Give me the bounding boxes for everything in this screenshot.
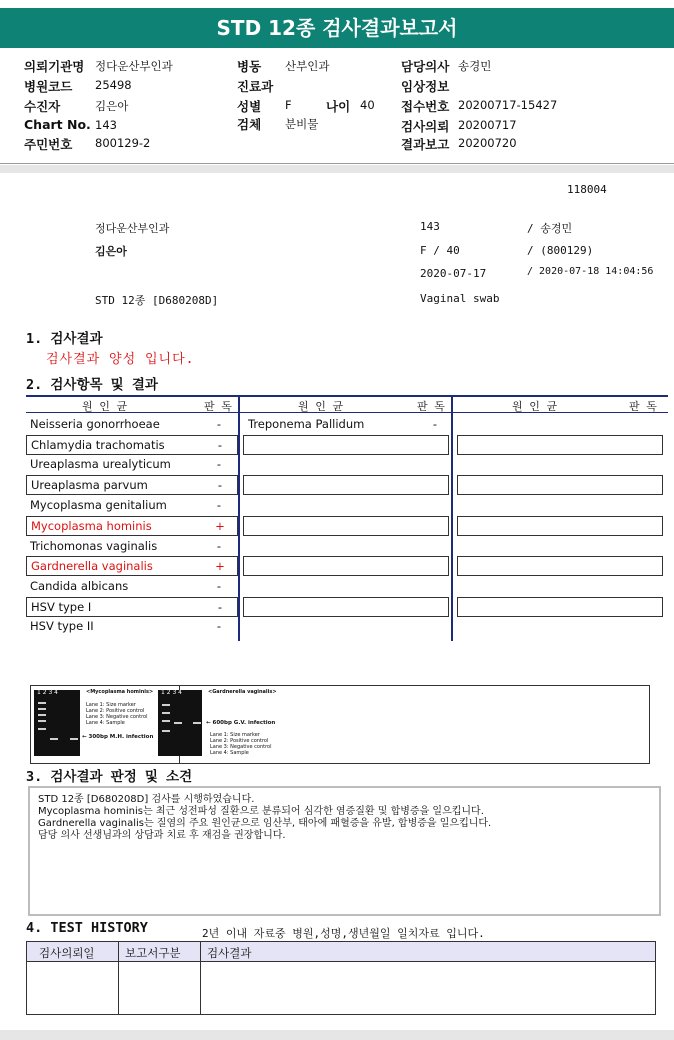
gel-band [38,714,46,716]
empty-cell [457,597,663,617]
organism-name: Mycoplasma genitalium [30,498,167,512]
gel-band [38,702,46,704]
empty-cell [457,435,663,455]
empty-cell [457,475,663,495]
resident-no-label: 주민번호 [24,137,73,152]
findings-line: 담당 의사 선생님과의 상담과 치료 후 재검을 권장합니다. [38,830,286,841]
organism-row [26,537,238,557]
organism-judgement: + [215,559,225,573]
organism-judgement: - [217,600,223,614]
gel-legend-line: Lane 3: Negative control [86,714,148,720]
organism-judgement: - [216,619,222,633]
doctor-label: 담당의사 [401,59,450,74]
organism-judgement: - [216,539,222,553]
organism-judgement: + [215,519,225,533]
section4-title: 4. TEST HISTORY [26,920,148,936]
request-date-value: 20200717 [458,118,517,132]
organism-judgement: - [217,438,223,452]
organism-row [26,496,238,516]
col1-judge-header: 판 독 [204,400,232,413]
gel-legend-line: Lane 1: Size marker [86,702,136,708]
gel-image-gv [158,690,202,756]
gel-legend-line: Lane 4: Sample [86,720,125,726]
findings-box [28,786,661,916]
gel-legend-line: Lane 3: Negative control [210,744,272,750]
organism-name: Neisseria gonorrhoeae [30,417,160,431]
gel-image-mh [34,690,80,756]
column-divider [451,395,453,641]
gel-legend-line: Lane 4: Sample [210,750,249,756]
organism-row [26,617,238,637]
request-date-label: 검사의뢰 [401,119,450,134]
gel-band [38,708,46,710]
info-report-time: / 2020-07-18 14:04:56 [527,266,654,277]
gel-band [38,728,46,730]
organism-row [26,415,238,435]
organism-name: Ureaplasma urealyticum [30,457,171,471]
organism-judgement: - [432,417,438,431]
organism-row [26,435,238,455]
gel-band [162,720,170,722]
chart-no-value: 143 [95,118,117,132]
results-table-header [26,395,668,413]
ward-value: 산부인과 [285,59,330,73]
col3-organism-header: 원 인 균 [512,400,558,413]
col1-organism-header: 원 인 균 [82,400,128,413]
empty-cell [243,475,449,495]
gel-band [70,738,78,740]
gel-band [193,722,201,724]
organism-judgement: - [216,498,222,512]
institution-value: 정다운산부인과 [95,59,173,73]
info-clinic: 정다운산부인과 [95,222,170,235]
history-column-divider [200,942,201,1014]
info-code: 118004 [567,183,607,196]
report-header [0,52,674,164]
gel-arrow-mh: ← 300bp M.H. infection [82,734,154,740]
history-note: 2년 이내 자료중 병원,성명,생년월일 일치자료 입니다. [202,927,485,940]
patient-label: 수진자 [24,99,61,114]
col2-judge-header: 판 독 [417,400,445,413]
gel-lane-numbers: 1 2 3 4 [161,689,182,696]
organism-name: Ureaplasma parvum [31,478,148,492]
specimen-label: 검체 [237,117,262,132]
info-chart: 143 [420,220,440,233]
empty-cell [243,556,449,576]
findings-line: Mycoplasma hominis는 최근 성전파성 질환으로 분류되어 심각한 염증질환 및 합병증을 일으킵니다. [38,806,484,817]
gel-legend-line: Lane 2: Positive control [210,738,269,744]
history-col-type: 보고서구분 [125,946,181,960]
report-date-value: 20200720 [458,136,517,150]
gel-band [162,730,170,732]
organism-judgement: - [216,457,222,471]
results-table [26,395,668,641]
chart-no-label: Chart No. [24,117,91,132]
info-test-name: STD 12종 [D680208D] [95,294,219,307]
patient-value: 김은아 [95,99,129,113]
history-table [26,941,656,1015]
info-sex-age: F / 40 [420,244,460,257]
gel-arrow-mh-label: 300bp M.H. infection [88,734,154,740]
gel-title-gv: <Gardnerella vaginalis> [208,689,277,695]
age-label: 나이 [326,99,351,114]
section1-title: 1. 검사결과 [26,331,103,347]
gel-legend-line: Lane 2: Positive control [86,708,145,714]
col3-judge-header: 판 독 [629,400,657,413]
gel-arrow-gv-label: 600bp G.V. infection [212,720,276,726]
empty-cell [243,597,449,617]
dept-label: 진료과 [237,79,274,94]
clinical-label: 임상정보 [401,79,450,94]
gel-lane-numbers: 1 2 3 4 [37,689,58,696]
specimen-value: 분비물 [285,117,319,131]
history-table-header [27,942,655,962]
info-birth: / (800129) [527,244,594,257]
organism-name: Candida albicans [30,579,129,593]
organism-row [26,577,238,597]
organism-name: HSV type I [31,600,92,614]
organism-judgement: - [216,417,222,431]
organism-name: Chlamydia trachomatis [31,438,165,452]
info-specimen: Vaginal swab [420,292,500,305]
organism-name: HSV type II [30,619,94,633]
hospital-code-value: 25498 [95,78,132,92]
organism-row [244,415,449,435]
gel-electrophoresis-panel [30,685,650,763]
gel-title-mh: <Mycoplasma hominis> [86,689,154,695]
gel-band [162,704,170,706]
organism-row [26,455,238,475]
institution-label: 의뢰기관명 [24,59,85,74]
ward-label: 병동 [237,59,262,74]
organism-name: Trichomonas vaginalis [30,539,158,553]
history-col-result: 검사결과 [207,946,252,960]
sex-label: 성별 [237,99,262,114]
organism-name: Mycoplasma hominis [31,519,152,533]
info-patient: 김은아 [95,245,127,258]
age-value: 40 [360,98,375,112]
organism-name: Gardnerella vaginalis [31,559,153,573]
organism-row [26,475,238,495]
gel-band [50,738,58,740]
col2-organism-header: 원 인 균 [298,400,344,413]
resident-no-value: 800129-2 [95,136,151,150]
report-date-label: 결과보고 [401,137,450,152]
section2-title: 2. 검사항목 및 결과 [26,377,158,393]
gel-legend-line: Lane 1: Size marker [210,732,260,738]
gel-arrow-gv: ← 600bp G.V. infection [206,720,276,726]
history-column-divider [118,942,119,1014]
result-message: 검사결과 양성 입니다. [46,352,195,367]
organism-judgement: - [216,579,222,593]
findings-line: Gardnerella vaginalis는 질염의 주요 원인균으로 임산부, 태아에 패혈증을 유발, 합병증을 일으킵니다. [38,818,492,829]
organism-judgement: - [217,478,223,492]
gel-band [162,712,170,714]
findings-line: STD 12종 [D680208D] 검사를 시행하였습니다. [38,794,255,805]
column-divider [238,395,240,641]
gel-band [174,722,182,724]
section3-title: 3. 검사결과 판정 및 소견 [26,769,193,785]
empty-cell [243,435,449,455]
empty-cell [457,516,663,536]
report-title: STD 12종 검사결과보고서 [0,8,674,48]
receipt-no-label: 접수번호 [401,99,450,114]
doctor-value: 송경민 [458,59,492,73]
empty-cell [243,516,449,536]
organism-name: Treponema Pallidum [248,417,365,431]
organism-row-positive [26,556,238,576]
sex-value: F [285,98,292,112]
organism-row [26,597,238,617]
history-col-date: 검사의뢰일 [39,946,95,960]
info-doctor: / 송경민 [527,222,573,235]
organism-row-positive [26,516,238,536]
receipt-no-value: 20200717-15427 [458,98,558,112]
header-separator [0,165,674,173]
empty-cell [457,556,663,576]
gel-band [38,720,46,722]
info-collect-date: 2020-07-17 [420,267,487,280]
hospital-code-label: 병원코드 [24,79,73,94]
